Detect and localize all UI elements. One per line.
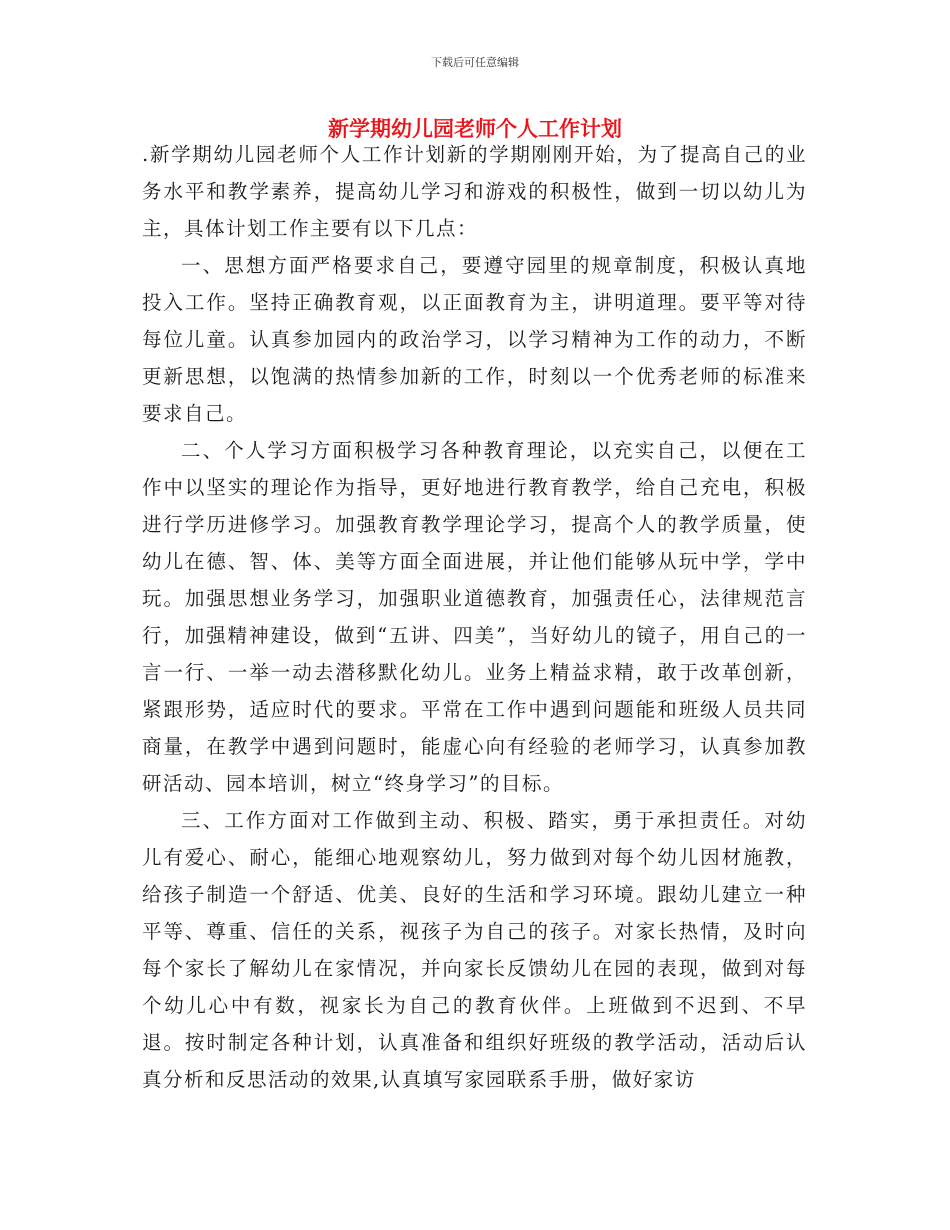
- paragraph-thought: 一、思想方面严格要求自己，要遵守园里的规章制度，积极认真地投入工作。坚持正确教育观，以正面教育为主，讲明道理。要平等对待每位儿童。认真参加园内的政治学习，以学习精神为工作的动力，不断更新思想，以饱满的热情参加新的工作，时刻以一个优秀老师的标准来要求自己。: [142, 254, 807, 425]
- header-note: 下载后可任意编辑: [431, 56, 519, 69]
- document-body: [142, 136, 807, 1098]
- paragraph-intro: .新学期幼儿园老师个人工作计划新的学期刚刚开始，为了提高自己的业务水平和教学素养，提高幼儿学习和游戏的积极性，做到一切以幼儿为主，具体计划工作主要有以下几点：: [142, 143, 807, 240]
- document-title: 新学期幼儿园老师个人工作计划: [328, 117, 622, 141]
- paragraph-work: 三、工作方面对工作做到主动、积极、踏实，勇于承担责任。对幼儿有爱心、耐心，能细心地观察幼儿，努力做到对每个幼儿因材施教，给孩子制造一个舒适、优美、良好的生活和学习环境。跟幼儿建立一种平等、尊重、信任的关系，视孩子为自己的孩子。对家长热情，及时向每个家长了解幼儿在家情况，并向家长反馈幼儿在园的表现，做到对每个幼儿心中有数，视家长为自己的教育伙伴。上班做到不迟到、不早退。按时制定各种计划，认真准备和组织好班级的教学活动，活动后认真分析和反思活动的效果,认真填写家园联系手册，做好家访: [142, 809, 807, 1091]
- paragraph-study: 二、个人学习方面积极学习各种教育理论，以充实自己，以便在工作中以坚实的理论作为指导，更好地进行教育教学，给自己充电，积极进行学历进修学习。加强教育教学理论学习，提高个人的教学质量，使幼儿在德、智、体、美等方面全面进展，并让他们能够从玩中学，学中玩。加强思想业务学习，加强职业道德教育，加强责任心，法律规范言行，加强精神建设，做到“五讲、四美”，当好幼儿的镜子，用自己的一言一行、一举一动去潜移默化幼儿。业务上精益求精，敢于改革创新，紧跟形势，适应时代的要求。平常在工作中遇到问题能和班级人员共同商量，在教学中遇到问题时，能虚心向有经验的老师学习，认真参加教研活动、园本培训，树立“终身学习”的目标。: [142, 439, 807, 795]
